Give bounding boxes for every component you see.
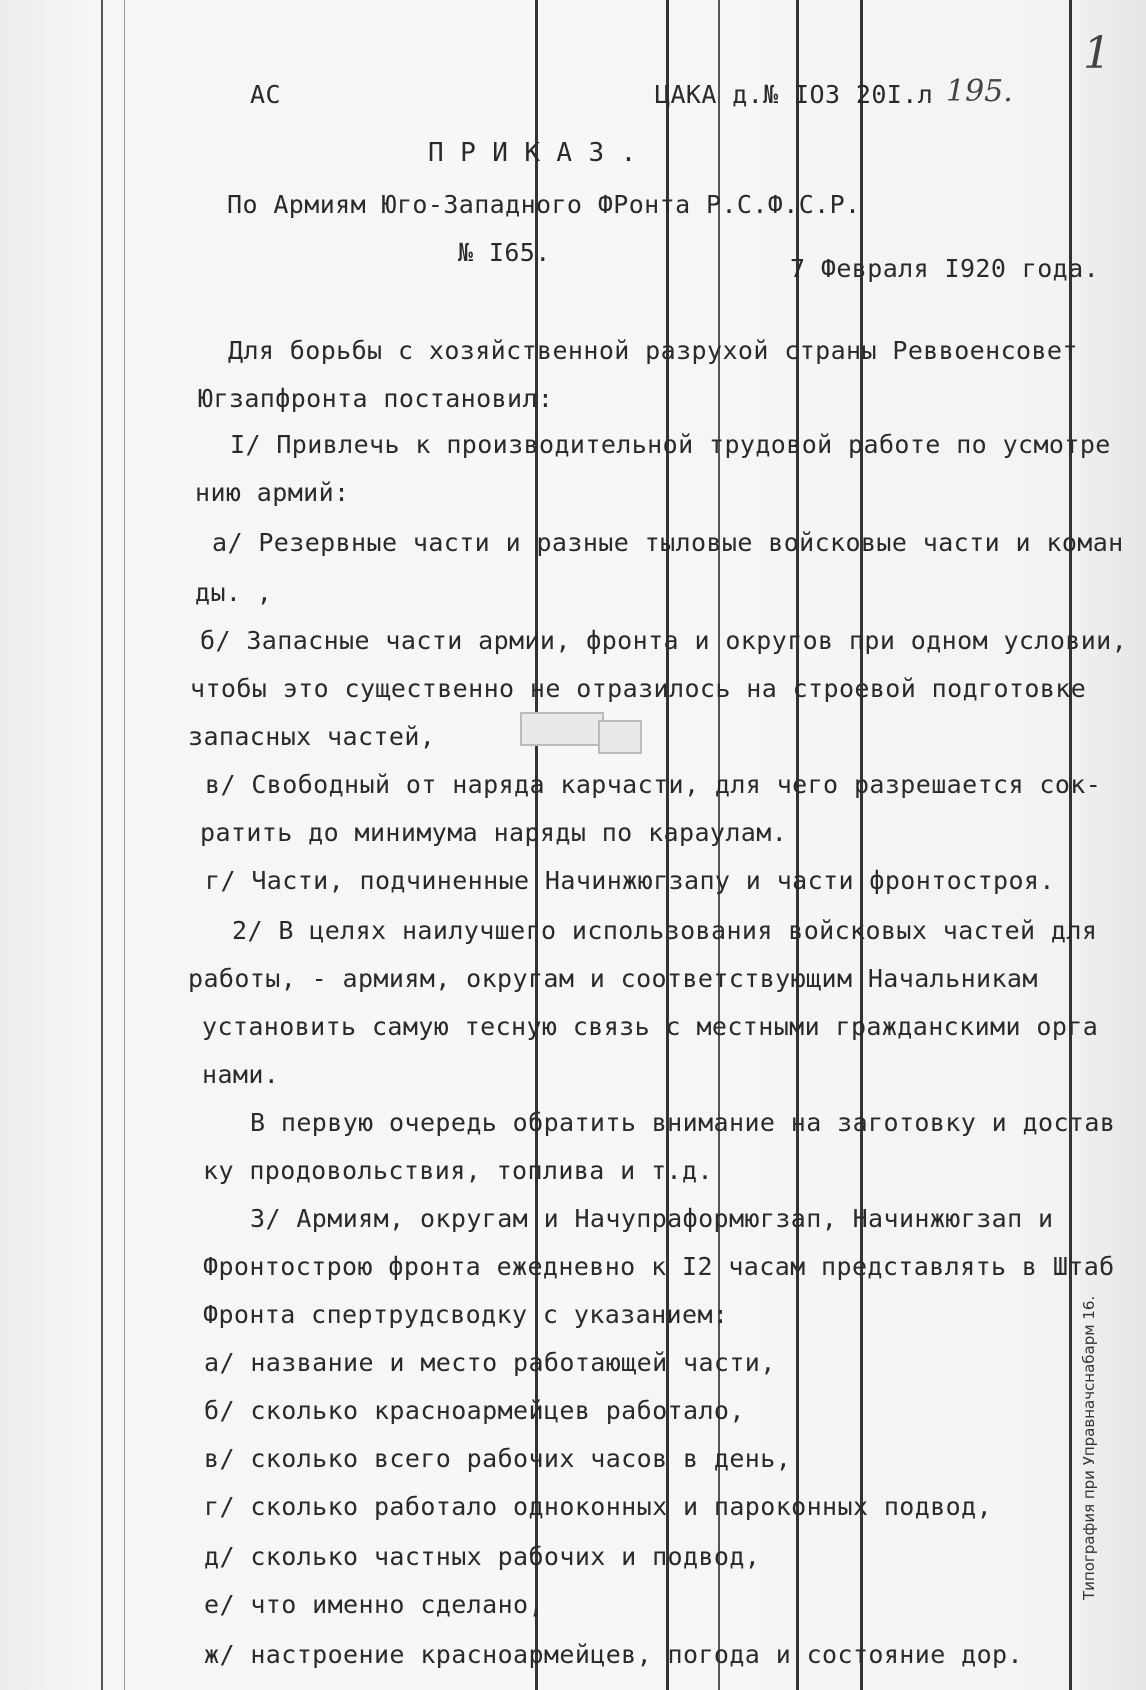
text-line: чтобы это существенно не отразилось на строевой подготовке bbox=[190, 674, 1087, 703]
text-line: установить самую тесную связь с местными гражданскими орга bbox=[202, 1012, 1099, 1041]
order-date: 7 Февраля I920 года. bbox=[790, 254, 1100, 283]
text-line: б/ сколько красноармейцев работало, bbox=[204, 1396, 745, 1425]
faint-stamp bbox=[520, 712, 604, 746]
text-line: 2/ В целях наилучшего использования войсковых частей для bbox=[232, 916, 1098, 945]
sheet-number: 195. bbox=[946, 74, 1013, 109]
text-line: а/ Резервные части и разные тыловые войсковые части и коман bbox=[212, 528, 1124, 557]
text-line: ды. , bbox=[195, 578, 273, 607]
text-line: ку продовольствия, топлива и т.д. bbox=[203, 1156, 713, 1185]
text-line: ж/ настроение красноармейцев, погода и состояние дор. bbox=[204, 1640, 1023, 1669]
text-line: е/ что именно сделано, bbox=[204, 1590, 544, 1619]
archive-reference: ЦАКА д.№ IO3 20I.л bbox=[655, 80, 934, 109]
page-number: 1 bbox=[1083, 28, 1111, 79]
text-line: ратить до минимума наряды по караулам. bbox=[200, 818, 788, 847]
text-line: запасных частей, bbox=[188, 722, 436, 751]
text-line: Для борьбы с хозяйственной разрухой страны Реввоенсовет bbox=[228, 336, 1078, 365]
text-line: Фронтострою фронта ежедневно к I2 часам представлять в Штаб bbox=[203, 1252, 1115, 1281]
text-line: нами. bbox=[202, 1060, 280, 1089]
order-number: № I65. bbox=[458, 238, 551, 267]
text-line: в/ Свободный от наряда карчасти, для чего разрешается сок- bbox=[205, 770, 1102, 799]
document-subtitle: По Армиям Юго-Западного ФРонта Р.С.Ф.С.Р. bbox=[227, 190, 861, 219]
text-line: работы, - армиям, округам и соответствующим Начальникам bbox=[188, 964, 1038, 993]
text-line: д/ сколько частных рабочих и подвод, bbox=[204, 1542, 761, 1571]
text-line: г/ сколько работало одноконных и пароконных подвод, bbox=[204, 1492, 993, 1521]
text-line: б/ Запасные части армии, фронта и округов при одном условии, bbox=[200, 626, 1128, 655]
text-line: а/ название и место работающей части, bbox=[204, 1348, 776, 1377]
text-line: г/ Части, подчиненные Начинжюгзапу и части фронтостроя. bbox=[205, 866, 1055, 895]
text-line: I/ Привлечь к производительной трудовой работе по усмотре bbox=[230, 430, 1111, 459]
faint-stamp bbox=[598, 720, 642, 754]
text-line: 3/ Армиям, округам и Начупраформюгзап, Начинжюгзап и bbox=[250, 1204, 1054, 1233]
text-line: В первую очередь обратить внимание на заготовку и достав bbox=[250, 1108, 1116, 1137]
vertical-rule bbox=[101, 0, 103, 1690]
text-line: в/ сколько всего рабочих часов в день, bbox=[204, 1444, 792, 1473]
vertical-rule bbox=[124, 0, 125, 1690]
header-left-code: АС bbox=[250, 80, 281, 109]
document-title: П Р И К А З . bbox=[428, 138, 637, 168]
text-line: Фронта спертрудсводку с указанием: bbox=[203, 1300, 729, 1329]
printer-imprint: Типография при Управначснабарм 16. bbox=[1080, 1295, 1098, 1600]
text-line: нию армий: bbox=[195, 478, 350, 507]
text-line: Югзапфронта постановил: bbox=[198, 384, 554, 413]
